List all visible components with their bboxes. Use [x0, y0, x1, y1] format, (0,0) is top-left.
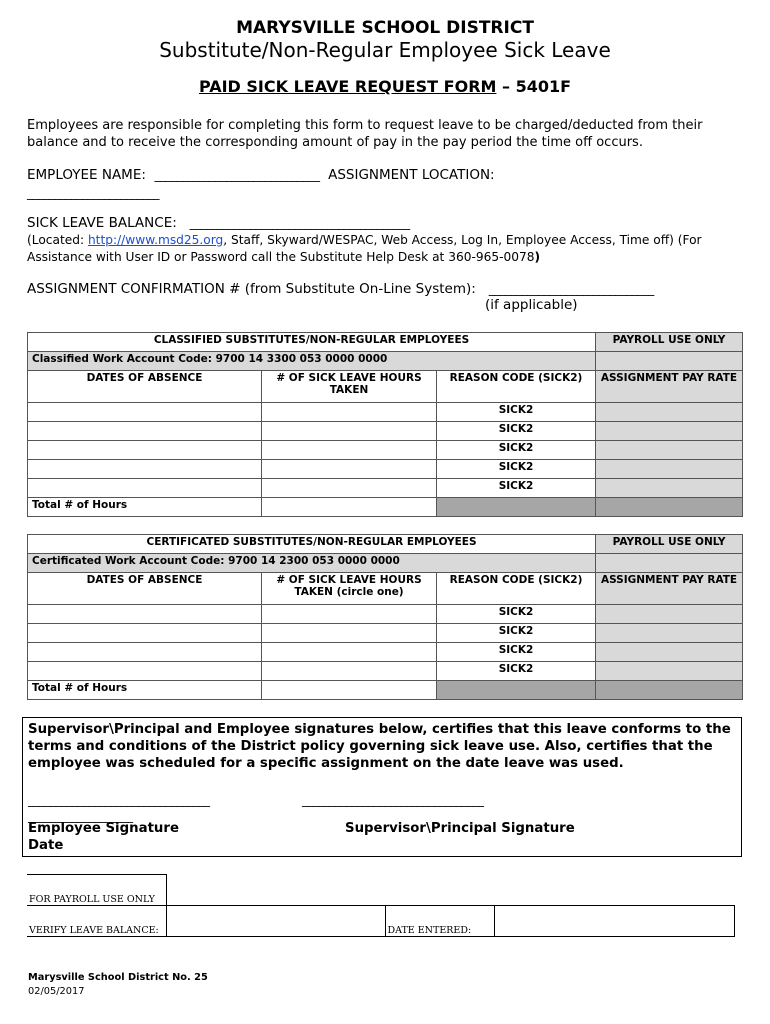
pay-rate-cell [596, 643, 743, 662]
certificated-table [27, 534, 743, 700]
table-row [28, 605, 743, 624]
reason-cell: SICK2 [437, 643, 596, 662]
hours-cell[interactable] [262, 662, 437, 681]
classified-payroll-header: PAYROLL USE ONLY [596, 333, 743, 352]
pay-rate-cell [596, 662, 743, 681]
hours-cell[interactable] [262, 624, 437, 643]
assignment-confirmation-row [27, 281, 654, 297]
table-row [28, 662, 743, 681]
date-cell[interactable] [28, 403, 262, 422]
reason-cell: SICK2 [437, 441, 596, 460]
pay-rate-cell [596, 403, 743, 422]
col-dates: DATES OF ABSENCE [28, 371, 262, 403]
date-cell[interactable] [28, 441, 262, 460]
form-number: – 5401F [496, 77, 572, 96]
pay-rate-cell [596, 479, 743, 498]
assignment-location-label: ASSIGNMENT LOCATION: [328, 167, 495, 183]
located-close: ) [534, 250, 541, 264]
table-row [28, 643, 743, 662]
date-entered-label: DATE ENTERED: [385, 906, 494, 937]
payroll-blank [166, 875, 734, 906]
reason-cell: SICK2 [437, 624, 596, 643]
hours-cell[interactable] [262, 460, 437, 479]
total-row [28, 681, 743, 700]
date-label: Date [28, 838, 64, 853]
date-entered-field[interactable] [494, 906, 734, 937]
msd25-link[interactable]: http://www.msd25.org [87, 233, 224, 247]
intro-paragraph: Employees are responsible for completing this form to request leave to be charged/deducted from their balance and to receive the corresponding amount of pay in the pay period the time off occurs. [27, 118, 703, 150]
total-reason-cell [437, 681, 596, 700]
footer-date: 02/05/2017 [28, 986, 85, 997]
located-prefix: (Located: [27, 233, 88, 247]
hours-cell[interactable] [262, 422, 437, 441]
col-reason: REASON CODE (SICK2) [437, 573, 596, 605]
classified-account-payroll [596, 352, 743, 371]
hours-cell[interactable] [262, 605, 437, 624]
supervisor-signature-label: Supervisor\Principal Signature [345, 821, 575, 836]
date-line[interactable]: ___________________ [28, 809, 133, 823]
date-cell[interactable] [28, 624, 262, 643]
for-payroll-label: FOR PAYROLL USE ONLY [27, 875, 166, 906]
total-pay-cell [596, 681, 743, 700]
table-row [28, 422, 743, 441]
col-pay-rate: ASSIGNMENT PAY RATE [596, 371, 743, 403]
form-title-text: PAID SICK LEAVE REQUEST FORM [198, 77, 497, 96]
reason-cell: SICK2 [437, 422, 596, 441]
employee-signature-line[interactable]: _________________________________ [28, 793, 210, 807]
col-hours: # OF SICK LEAVE HOURS TAKEN [262, 371, 437, 403]
total-row [28, 498, 743, 517]
date-cell[interactable] [28, 605, 262, 624]
certificated-account-payroll [596, 554, 743, 573]
pay-rate-cell [596, 624, 743, 643]
classified-title: CLASSIFIED SUBSTITUTES/NON-REGULAR EMPLOYEES [28, 333, 596, 352]
signature-statement: Supervisor\Principal and Employee signatures below, certifies that this leave conforms to the terms and conditions of the District policy governing sick leave use. Also, certifies that the employee was scheduled for a specific assignment on the date leave was used. [28, 722, 731, 771]
col-hours: # OF SICK LEAVE HOURS TAKEN (circle one) [262, 573, 437, 605]
hours-cell[interactable] [262, 643, 437, 662]
hours-cell[interactable] [262, 403, 437, 422]
employee-name-label: EMPLOYEE NAME: [27, 167, 146, 183]
reason-cell: SICK2 [437, 662, 596, 681]
hours-cell[interactable] [262, 441, 437, 460]
employee-signature-label: Employee Signature [28, 821, 179, 836]
total-label: Total # of Hours [28, 498, 262, 517]
reason-cell: SICK2 [437, 403, 596, 422]
employee-name-row [27, 167, 495, 183]
certificated-title: CERTIFICATED SUBSTITUTES/NON-REGULAR EMPLOYEES [28, 535, 596, 554]
classified-table [27, 332, 743, 517]
reason-cell: SICK2 [437, 605, 596, 624]
sick-leave-balance-row [27, 215, 410, 231]
located-suffix: , Staff, Skyward/WESPAC, Web Access, Log In, Employee Access, Time off) (For Assistance with User ID or Password call the Substitute Help Desk at 360-965-0078 [27, 233, 702, 264]
assignment-confirmation-label: ASSIGNMENT CONFIRMATION # (from Substitute On-Line System): [27, 281, 476, 297]
verify-balance-field[interactable] [166, 906, 385, 937]
table-row [28, 403, 743, 422]
hours-cell[interactable] [262, 479, 437, 498]
pay-rate-cell [596, 460, 743, 479]
certificated-account-code: Certificated Work Account Code: 9700 14 2300 053 0000 0000 [28, 554, 596, 573]
employee-name-field[interactable]: ______________________________ [154, 168, 320, 182]
supervisor-signature-line[interactable]: _________________________________ [302, 793, 484, 807]
certificated-payroll-header: PAYROLL USE ONLY [596, 535, 743, 554]
sick-leave-balance-label: SICK LEAVE BALANCE: [27, 215, 177, 231]
date-cell[interactable] [28, 460, 262, 479]
assignment-confirmation-field[interactable]: ______________________________ [488, 282, 654, 296]
pay-rate-cell [596, 422, 743, 441]
classified-account-code: Classified Work Account Code: 9700 14 3300 053 0000 0000 [28, 352, 596, 371]
total-pay-cell [596, 498, 743, 517]
date-cell[interactable] [28, 422, 262, 441]
pay-rate-cell [596, 605, 743, 624]
table-row [28, 624, 743, 643]
date-cell[interactable] [28, 479, 262, 498]
date-cell[interactable] [28, 662, 262, 681]
form-subtitle: Substitute/Non-Regular Employee Sick Leave [159, 38, 611, 62]
col-pay-rate: ASSIGNMENT PAY RATE [596, 573, 743, 605]
sick-leave-balance-field[interactable]: ________________________________________ [189, 216, 410, 230]
table-row [28, 441, 743, 460]
reason-cell: SICK2 [437, 479, 596, 498]
pay-rate-cell [596, 441, 743, 460]
total-hours-cell[interactable] [262, 681, 437, 700]
district-title: MARYSVILLE SCHOOL DISTRICT [236, 18, 534, 38]
total-label: Total # of Hours [28, 681, 262, 700]
footer-district: Marysville School District No. 25 [28, 972, 208, 983]
located-note [27, 232, 742, 266]
assignment-location-field[interactable]: ________________________ [27, 186, 159, 200]
table-row [28, 479, 743, 498]
total-hours-cell[interactable] [262, 498, 437, 517]
table-row [28, 460, 743, 479]
total-reason-cell [437, 498, 596, 517]
col-dates: DATES OF ABSENCE [28, 573, 262, 605]
form-title [0, 77, 770, 96]
date-cell[interactable] [28, 643, 262, 662]
payroll-use-table [27, 874, 735, 937]
verify-balance-label: VERIFY LEAVE BALANCE: [27, 906, 166, 937]
if-applicable-note: (if applicable) [485, 297, 578, 313]
reason-cell: SICK2 [437, 460, 596, 479]
col-reason: REASON CODE (SICK2) [437, 371, 596, 403]
